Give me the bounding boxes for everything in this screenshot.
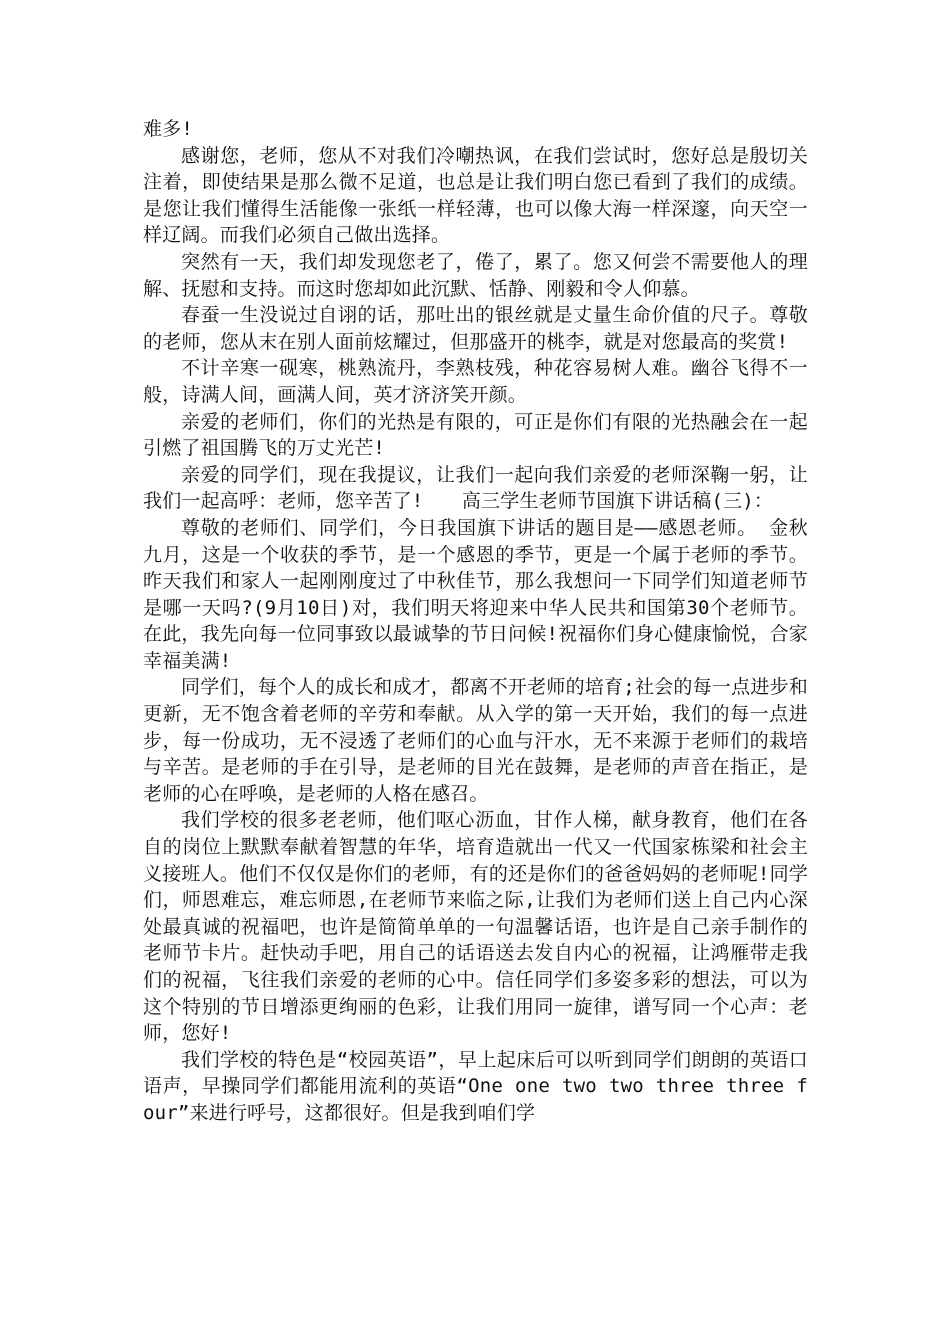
paragraph-7: 亲爱的同学们，现在我提议，让我们一起向我们亲爱的老师深鞠一躬，让我们一起高呼：老师，您辛苦了! 高三学生老师节国旗下讲话稿(三)： xyxy=(143,463,808,513)
paragraph-10: 我们学校的很多老老师，他们呕心沥血，甘作人梯，献身教育，他们在各自的岗位上默默奉献着智慧的年华，培育造就出一代又一代国家栋梁和社会主义接班人。他们不仅仅是你们的老师，有的还是你们的爸爸妈妈的老师呢!同学们，师恩难忘，难忘师恩,在老师节来临之际,让我们为老师们送上自己内心深处最真诚的祝福吧，也许是简简单单的一句温馨话语，也许是自己亲手制作的老师节卡片。赶快动手吧，用自己的话语送去发自内心的祝福，让鸿雁带走我们的祝福，飞往我们亲爱的老师的心中。信任同学们多姿多彩的想法，可以为这个特别的节日增添更绚丽的色彩，让我们用同一旋律，谱写同一个心声：老师，您好! xyxy=(143,809,808,1045)
paragraph-5: 不计辛寒一砚寒，桃熟流丹，李熟枝残，种花容易树人难。幽谷飞得不一般，诗满人间，画满人间，英才济济笑开颜。 xyxy=(143,357,808,406)
paragraph-1: 难多! xyxy=(143,118,194,140)
paragraph-8: 尊敬的老师们、同学们，今日我国旗下讲话的题目是——感恩老师。 金秋九月，这是一个收获的季节，是一个感恩的季节，更是一个属于老师的季节。昨天我们和家人一起刚刚度过了中秋佳节，那么我想问一下同学们知道老师节是哪一天吗?(9月10日)对，我们明天将迎来中华人民共和国第30个老师节。在此，我先向每一位同事致以最诚挚的节日问候!祝福你们身心健康愉悦，合家幸福美满! xyxy=(143,516,808,672)
paragraph-4: 春蚕一生没说过自诩的话，那吐出的银丝就是丈量生命价值的尺子。尊敬的老师，您从末在别人面前炫耀过，但那盛开的桃李，就是对您最高的奖赏! xyxy=(143,304,808,353)
paragraph-3: 突然有一天，我们却发现您老了，倦了，累了。您又何尝不需要他人的理解、抚慰和支持。而这时您却如此沉默、恬静、刚毅和令人仰慕。 xyxy=(143,250,808,300)
paragraph-9: 同学们，每个人的成长和成才，都离不开老师的培育;社会的每一点进步和更新，无不饱含着老师的辛劳和奉献。从入学的第一天开始，我们的每一点进步，每一份成功，无不浸透了老师们的心血与汗水，无不来源于老师们的栽培与辛苦。是老师的手在引导，是老师的目光在鼓舞，是老师的声音在指正，是老师的心在呼唤，是老师的人格在感召。 xyxy=(143,676,808,805)
paragraph-11: 我们学校的特色是“校园英语”，早上起床后可以听到同学们朗朗的英语口语声，早操同学们都能用流利的英语“One one two two three three four”来进行呼号，这都很好。但是我到咱们学 xyxy=(143,1048,808,1124)
document-body xyxy=(143,116,808,1127)
paragraph-2: 感谢您，老师，您从不对我们冷嘲热讽，在我们尝试时，您好总是殷切关注着，即使结果是那么微不足道，也总是让我们明白您已看到了我们的成绩。是您让我们懂得生活能像一张纸一样轻薄，也可以像大海一样深邃，向天空一样辽阔。而我们必须自己做出选择。 xyxy=(143,144,808,247)
paragraph-6: 亲爱的老师们，你们的光热是有限的，可正是你们有限的光热融会在一起引燃了祖国腾飞的万丈光芒! xyxy=(143,410,808,460)
